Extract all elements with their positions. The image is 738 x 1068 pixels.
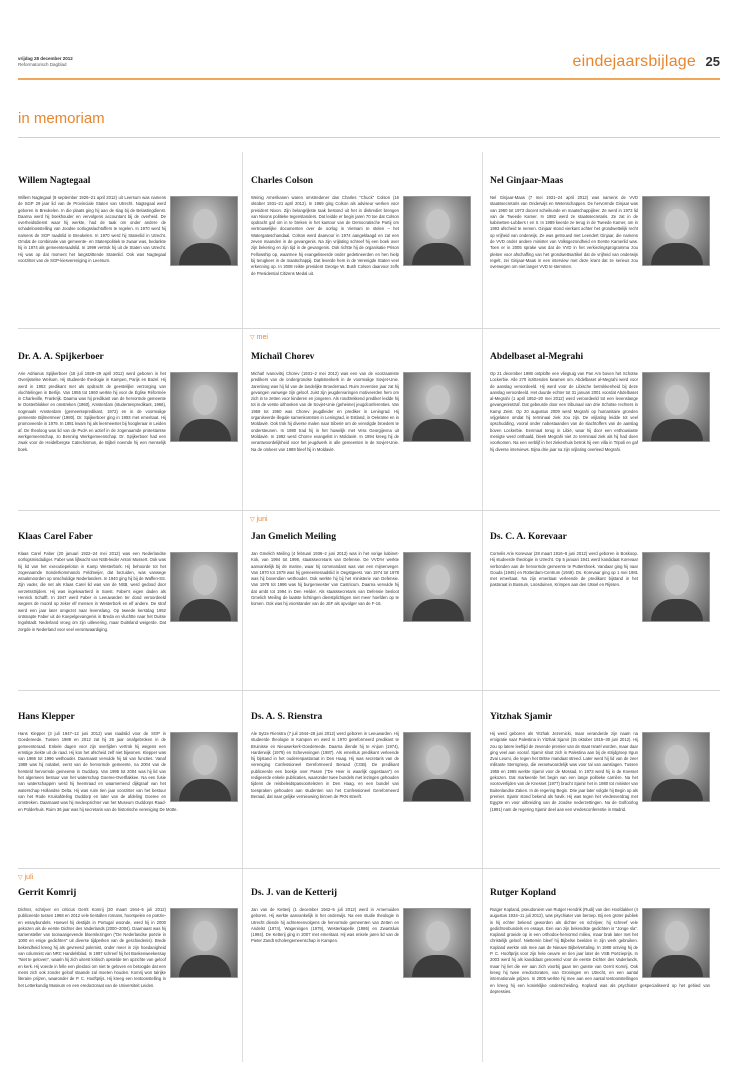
obituary-entry	[251, 712, 471, 864]
obituary-text: Hans Klepper (3 juli 1947–12 juni 2012) was raadslid voor de SGP in Goedereede. Tussen 1989 en 2012 zat hij 26 jaar onafgebroken in de gemeenteraad. Enkele dagen voor zijn overlijden vertrok hij wegens een ernstige ziekte uit de raad. Hij kon het afscheid zelf niet bijwonen. Klepper was van 1986 tot 1996 wethouder. Daarnaast vervulde hij tal van functies. Vanaf 1989 was hij notabel, eerst van de hervormde gemeente, na 2004 van de hersteld hervormde gemeente in Ouddorp. Van 1995 tot 2004 was hij lid van het algemeen bestuur van het waterschap Goeree-Overflakkee. Na een fusie van waterschappen werd hij heemraad en waarnemend dijkgraaf van het waterschap Hollandse Delta. Hij was ruim tien jaar voorzitter van het bestuur van het Rode Kruisafdeling Ouddorp en later van de afdeling Goeree en omstreken. Daarnaast was hij medeoprichter van het Museum Ouddorps Raad- en Polderhuis. Ruim 36 jaar was hij secretaris van de historische vereniging De Motte.	[18, 731, 178, 812]
obituary-entry	[490, 712, 710, 864]
obituary-name: Dr. A. A. Spijkerboer	[18, 352, 104, 362]
newspaper-name: Reformatorisch Dagblad	[18, 62, 67, 67]
obituary-text: Jan Gmelich Meiling (4 februari 1936–2 juni 2012) was in het vorige kabinet-Kok, van 1994 tot 1998, staatssecretaris van Defensie. De VVD'er werkte aanvankelijk bij de marine, waar hij commandant was van een mijnenveger. Van 1970 tot 1978 was hij gemeenteraadslid in Oegstgeest. Van 1974 tot 1978 was hij bovendien wethouder. Ook werkte hij bij het ministerie van Defensie. Van 1978 tot 1986 was hij burgemeester van Castricum. Daarna vervulde hij dat ambt tot 1994 in Den Helder. Als staatssecretaris van Defensie besloot Gmelich Meiling de laatste lichtingen dienstplichtigen niet meer hoefden op te komen. Ook was hij voorstander van de JSF als opvolger van de F-16.	[251, 551, 399, 607]
month-marker-juli: ▽ juli	[18, 874, 34, 881]
obituary-text: Michaïl Ivanovitsj Chorev (1931–2 mei 2012) was een van de voorzaamste predikers van de ondergrondse baptistenkerk in de voormalige Sovjet-Unie. Jarenlang was hij lid van de landelijke Broederraad. Ruim zeventien jaar zat hij gevangen vanwege zijn geloof. Juist zijn jeugdervaringen motiveerden hem om zich in te zetten voor kinderen en jongeren. Als rondtrekkend prediker leidde hij tot in de verste uithoeken van de Sovjet-Unie (geheime) jeugdconferenties. Van 1959 tot 1960 was Chorev jeugdleider en prediker in Leningrad. Hij organiseerde illegale samenkomsten in Leningrad, in Estland, in Oekraïne en in Moldavië. Ook trok hij diverse malen naar Siberië om de vervolgde broeders te ondersteunen. In 1980 trad hij in het huwelijk met Vera Georgijevna uit Moldavië. In 1992 werd Chorev evangelist in Moldavië. In 1994 kreeg hij de verantwoordelijkheid voor het jeugdwerk in alle gemeenten in de Sovjet-Unie. Na de omkeer van 1989 bleef hij in Moldavië.	[251, 371, 399, 452]
obituary-text: Nel Ginjaar-Maas (7 mei 1931–24 april 2012) was namens de VVD staatssecretaris van Onderwijs en Wetenschappen. De hervormde Ginjaar was van 1960 tot 1973 docent scheikunde en maatschappijleer. Ze werd in 1973 lid van de Tweede Kamer. In 1982 werd ze staatssecretaris. Ze zat in de kabinetten-Lubbers I en II. In 1989 keerde ze terug in de Tweede Kamer, om in 1993 afscheid te nemen. Ginjaar stond vierkant achter het grondwettelijk recht op vrijheid van onderwijs. Ze was getrouwd met Leendert Ginjaar, die namens de VVD onder andere minister van Volksgezondheid en Eerste Kamerlid was. Toen er in 2005 sprake was dat de VVD in het verkiezingsprogramma zou pleiten voor afschaffing van het grondwettsartikel dat de vrijheid van onderwijs regelt, zei Ginjaar-Maas in een interview met deze krant dat ze serieus zou overwegen om niet langer VVD te stemmen.	[490, 195, 638, 270]
triangle-icon: ▽	[250, 517, 255, 523]
portrait-photo	[642, 908, 710, 978]
obituary-name: Ds. A. S. Rienstra	[251, 712, 323, 722]
obituary-name: Charles Colson	[251, 176, 314, 186]
obituary-text: Klaas Carel Faber (20 januari 1922–24 mei 2012) was een Nederlandse oorlogsmisdadiger. Faber was lijfwacht van NSB-leider Anton Mussert. Ook was hij lid van het executiepeloton in Kamp Westerbork. Hij behoorde tot het zogenaamde Sonderkommando Feldmeijer, dat bezuiden, was vanwege wraakmoorden op onschuldige Nederlanders. In 1940 ging hij bij de Waffen-SS. Zijn vader, die net als Klaas Carel lid was van de NSB, werd gedood door verzetsstrijders. Hij was ingekwartierd in Soest. Faber's eigen daden als Henrick Schafft. In 1947 werd Faber in Leeuwarden ter dood veroordeeld wegens de moord op zeker elf mensen in Westerbork en elf andere. De straf werd een jaar later omgezet naar levenslang. Op tweede kerstdag 1952 ontsnapte Faber uit de Koepelgevangenis in Breda en vluchtte naar het Duitse Ingolstadt. Nederland vroeg om zijn uitlevering, maar Duitsland weigerde. Dat zorgde in Nederland voor veel verontwaardiging.	[18, 551, 166, 632]
obituary-entry	[18, 352, 238, 504]
obituary-name: Klaas Carel Faber	[18, 532, 93, 542]
publication-date: vrijdag 28 december 2012	[18, 56, 73, 61]
obituary-text: Dichter, schrijver en criticus Gerrit Komrij (30 maart 1944–5 juli 2012) publiceerde tussen 1968 en 2012 vele tientallen romans, hoorspelen en poëzie- en essaybundels. Hoewel hij destijds in Portugal woonde, werd hij in 2000 gekozen als de eerste Dichter des Vaderlands (2000–2004). Daarnaast was hij samensteller van toonaangevende bloemlezingen ("De Nederlandse poëzie in 1000 en enige gedichten" uit diverse tijdperken van de geschiedenis). Brede bekendheid kreeg hij als gevreesd polemist, onder meer in zijn hoedanigheid van columnist van NRC Handelsblad. In 1997 schreef hij het Boekenweekessay "Niet te geloven", waarin hij zich uiterst kritisch opstelde ten opzichte van geloof en kerk. Hij voerde in felle een pleidooi om niet te geloven en betoogde dat een mens zich ook zonder geloof staande zal moeten houden. Komrij won talrijke literaire prijzen, waaronder de P. C. Hooftprijs. Hij kreeg een tentoonstelling in het Letterkundig Museum en een eredoctoraat van de Universiteit Leiden.	[18, 907, 166, 988]
row-divider	[18, 328, 720, 329]
section-title: in memoriam	[18, 110, 105, 127]
row-divider	[18, 868, 720, 869]
portrait-photo	[170, 732, 238, 802]
obituary-entry	[18, 176, 238, 322]
title-rule	[18, 137, 720, 138]
obituary-name: Jan Gmelich Meiling	[251, 532, 336, 542]
header-rule	[18, 78, 720, 80]
obituary-name: Willem Nagtegaal	[18, 176, 91, 186]
obituary-name: Yitzhak Sjamir	[490, 712, 553, 722]
obituary-entry	[490, 888, 710, 1064]
portrait-photo	[403, 908, 471, 978]
obituary-text: Op 21 december 1988 ontplofte een vliegtuig van Pan Am boven het Schotse Lockerbie. Alle 270 inzittenden kwamen om. Abdelbaset al-Megrahi werd voor de aanslag veroordeeld. Hij werd voor de Libische betrokkenheid bij deze aanslag veroordeeld. Het duurde echter tot 31 januari 2001 voordat Abdelbaset al-Megrahi (1 april 1952–20 mei 2012) werd veroordeeld tot een levenslange gevangenisstraf. Dat gebeurde door een tribunaal van drie Schotse rechters in Kamp Zeist. Op 20 augustus 2009 werd Megrahi op humanitaire gronden vrijgelaten omdat hij terminaal ziek zou zijn. De vrijlating leidde tot veel opschudding, vooral onder nabestaanden van de slachtoffers van de aanslag boven Lockerbie. Eenmaal terug in Libië, waar hij door een enthousiaste menigte werd onthaald, bleek Megrahi niet zo terminaal ziek als hij had doen voorkomen. Na een verblijf in het ziekenhuis betrok hij een villa in Tripoli en gaf hij diverse interviews. Bijna drie jaar na zijn vrijlating overleed Megrahi.	[490, 371, 638, 452]
obituary-entry	[18, 888, 238, 1064]
obituary-entry	[251, 532, 471, 684]
portrait-photo	[403, 372, 471, 442]
portrait-photo	[170, 908, 238, 978]
obituary-entry	[251, 888, 471, 1064]
row-divider	[18, 690, 720, 691]
row-divider	[18, 510, 720, 511]
obituary-name: Hans Klepper	[18, 712, 75, 722]
portrait-photo	[642, 372, 710, 442]
obituary-name: Ds. C. A. Korevaar	[490, 532, 567, 542]
portrait-photo	[642, 732, 710, 802]
portrait-photo	[642, 552, 710, 622]
portrait-photo	[403, 552, 471, 622]
obituary-entry	[18, 712, 238, 864]
obituary-text: Cornelis Arie Korevaar (28 maart 1916–8 juni 2012) werd geboren in Boskoop. Hij studeerde theologie in Utrecht. Op 5 januari 1941 werd kandidaat Korevaar verbonden aan de hervormde gemeente te Puttershoek. Vandaar ging hij naar Gouda (1945) en Rotterdam-Centrum (1949). Ds. Korevaar ging op 1 mei 1981 met emeritaat. Na zijn emeritaat verleende de predikant bijstand in het pastoraat in Bussum, Loosduinen, Krimpen aan den IJssel en Rijssen.	[490, 551, 638, 588]
obituary-name: Gerrit Komrij	[18, 888, 77, 898]
portrait-photo	[403, 732, 471, 802]
obituary-text: Willem Nagtegaal (9 september 1926–21 april 2012) uit Leersum was namens de SGP 29 jaar lid van de Provinciale Staten van Utrecht. Nagtegaal werd geboren in Breukelen. In die plaats ging hij aan de slag bij de Belastingdienst. Daarna werd hij boekhouder en vervolgens accountant bij de overheid. De overheidsdienst waar hij werkte, had de taak om onder andere de schadeloosstelling van Joodse oorlogsslachtoffers te regelen. In 1970 werd hij namens de SGP raadslid in Breukelen. In 1970 werd hij Statenlid in Utrecht. Omdat de combinatie van gemeente- en Statenpolitiek te zwaar was, bedankte hij in 1974 als gemeenteraadslid. In 1999 vertrok hij uit de Staten van Utrecht. Hij was op dat moment het langstzittende Statenlid. Ook was Nagtegaal voorzitter van de SGP-kiesvereniging in Leersum.	[18, 195, 166, 263]
obituary-entry	[18, 532, 238, 684]
obituary-entry	[251, 352, 471, 504]
triangle-icon: ▽	[18, 875, 23, 881]
portrait-photo	[170, 196, 238, 266]
obituary-text: Weinig Amerikanen waren omstredener dan Charles "Chuck" Colson (16 oktober 1931–21 april 2012). In 1969 ging Colson als adviseur werken voor president Nixon. Zijn belangrijkste taak bestond uit het in diskrediet brengen van Nixons politieke tegenstanders. Dat leidde er begin jaren 70 toe dat Colson opdracht gaf om in te breken in het kantoor van de Democratische Partij om vertrouwelijke documenten over de oorlog in Vietnam te stelen – het Watergateschandaal. Colson werd daarvoor in 1974 aangeklaagd en zat een zeven maanden in de gevangenis. Na zijn vrijlating schreef hij een boek over zijn bekering en zijn tijd in de gevangenis. Ook richtte hij de organisatie Prison Fellowship op, waarmee hij evangeliseerde onder gedetineerden en hen hielp bij terugkeer in de maatschappij. Dat leverde hem in de Verenigde Staten veel erkenning op. In 2008 reikte president George W. Bush Colson daarvoor zelfs de Presidential Citizens Medal uit.	[251, 195, 399, 276]
section-name: eindejaarsbijlage	[572, 53, 696, 70]
obituary-text: Jan van de Ketterij (1 december 1942–5 juli 2012) werd in Arnemuiden geboren. Hij werkte aanvankelijk in het onderwijs. Na een studie theologie in Utrecht diende hij achtereenvolgens de hervormde gemeenten van Zetten en Andelst (1974), Wageningen (1979), Westerkapelle (1986) en Zwartsluis (1994). De Ketterij ging in 2007 met emeritaat. Hij was enkele jaren lid van de Pieter Zandt scholengemeenschap in Kampen.	[251, 907, 399, 944]
obituary-name: Nel Ginjaar-Maas	[490, 176, 564, 186]
obituary-entry	[490, 532, 710, 684]
page-number: 25	[705, 54, 720, 69]
obituary-text: Rutger Kopland, pseudoniem van Rutger Hendrik (Rudi) van den Hoofdakker (4 augustus 1934–11 juli 2012), was psychiater van beroep. Bij een groter publiek is hij echter bekend geworden als dichter en schrijver, hij schreef vele gedichtenbundels en essays. Een van zijn bekendste gedichten is "Jonge sla". Kopland groeide op in een orthodox-hervormd milieu, maar brak later met het christelijk geloof. Niettemin bleef hij Bijbelse beelden in zijn werk gebruiken. Kopland werkte ook mee aan de Nieuwe Bijbelvertaling. In 1988 ontving hij de P. C. Hooftprijs voor zijn hele oeuvre en tien jaar later de VSB Poëzieprijs. In 2003 werd hij als kandidaat genoemd voor de eerste Dichter des Vaderlands, maar hij liet die eer aan zich voorbij gaan ten gunste van Gerrit Komrij. Ook kreeg hij twee eredoctoraten, van Groningen en Utrecht, en een aantal internationale prijzen. In 2005 werkte hij mee aan een aantal tentoonstellingen en kreeg hij een koninklijke onderscheiding. Kopland was als psychiater gespecialiseerd op het gebied van depressies.	[490, 907, 710, 994]
column-divider	[242, 152, 243, 1062]
portrait-photo	[170, 372, 238, 442]
obituary-text: Ale Sytze Rienstra (7 juli 1944–28 juni 2012) werd geboren in Leeuwarden. Hij studeerde theologie in Kampen en werd in 1970 gereformeerd predikant te Bruinisse en Nieuwerkerk-Goedereede. Daarna diende hij te Anjum (1974), Harderwijk (1979) en Scheveningen (1987). Als emeritus predikant verleende hij bijstand in het ouderenpastoraat in Den Haag. Hij was secretaris van de vereniging Confessioneel Gereformeerd Beraad (CGB). De predikant publiceerde een boekje over Pasen ("De Heer is waarlijk opgestaan") en redigeerde enkele publicaties, waaronder twee bundels met lezingen gehouden tijdens de reisbeleidspasvoortelezen in Den Haag, en een bundel van toespraken gehouden aan studenten van het Confessioneel Gereformeerd Beraad, dat naar gelijke vernieuwing binnen de PKN streeft.	[251, 731, 399, 799]
obituary-name: Rutger Kopland	[490, 888, 557, 898]
obituary-entry	[490, 176, 710, 322]
triangle-icon: ▽	[250, 335, 255, 341]
masthead	[18, 53, 720, 76]
column-divider	[482, 152, 483, 1062]
obituary-name: Abdelbaset al-Megrahi	[490, 352, 584, 362]
obituary-name: Michaïl Chorev	[251, 352, 315, 362]
month-marker-mei: ▽ mei	[250, 334, 268, 341]
portrait-photo	[403, 196, 471, 266]
obituary-entry	[251, 176, 471, 322]
obituary-text: Arie Adrianus Spijkerboer (18 juli 1928–29 april 2012) werd geboren in het Overijsselse Welsum. Hij studeerde theologie in Kampen, Parijs en Bazel. Hij werd in 1953 predikant met als opdracht de geestelijke verzorging van vluchtelingen in Berlijn. Van 1955 tot 1960 werkte hij voor de Église Réformée in Charleville, Frankrijk. Daarna was hij predikant van de hervormde gemeente te Oosterblokker en omstreken (1960), Amsterdam (studentenpredikant, 1966), nogmaals Amsterdam (gemeentepredikant, 1972) en in de voormalige gemeente Bijlmermeer (1980). Dr. Spijkerboer ging in 1993 met emeritaat. Hij promoveerde in 1979. In 1981 kwam hij als leermeester bij hoogleraar in Leiden af. De theoloog was lid van de PvdA en actief in de zogenaamde protestantse werkgemeenschap, zo Benning Werkgemeenschap. Dr. Spijkerboer had een zwak voor de Heidelbergse Catechismus, de Bijbel noemde hij een menselijk boek.	[18, 371, 166, 452]
obituary-text: Hij werd geboren als Yitzhak Jezernicki, maar veranderde zijn naam na emigratie naar Palestina in Yitzhak Sjamir (15 oktober 1915–30 juni 2012). Hij zou op latere leeftijd de zevende premier van de staat Israël worden, maar daar ging veel aan vooraf. Sjamir sloot zich in Palestina aan bij de strijdgroep Irgun Zvai Leumi, die tegen het Britse mandaat streed. Later werd hij lid van de zeer militante Sterngroep, die verantwoordelijk was voor tal van aanslagen. Tussen 1955 en 1965 werkte Sjamir voor de Mossad. In 1973 werd hij in de Knesset gekozen. Dat markeerde het begin van een lange politieke carrière. Na het vooroverlijden van de Knesset (1977) bracht Sjamir het in 1980 tot minister van Buitenlandse Zaken. In de regering Begin. Drie jaar later volgde hij Begin op als premier. Sjamir stond bekend als havik. Hij was tegen het vredesverdrag met Egypte en voor uitbreiding van de Joodse nederzettingen. Na de Golfoorlog (1991) nam de regering Sjamir deel aan een vredesconferentie in Madrid.	[490, 731, 638, 812]
obituary-entry	[490, 352, 710, 504]
obituary-name: Ds. J. van de Ketterij	[251, 888, 338, 898]
portrait-photo	[642, 196, 710, 266]
portrait-photo	[170, 552, 238, 622]
month-marker-juni: ▽ juni	[250, 516, 268, 523]
